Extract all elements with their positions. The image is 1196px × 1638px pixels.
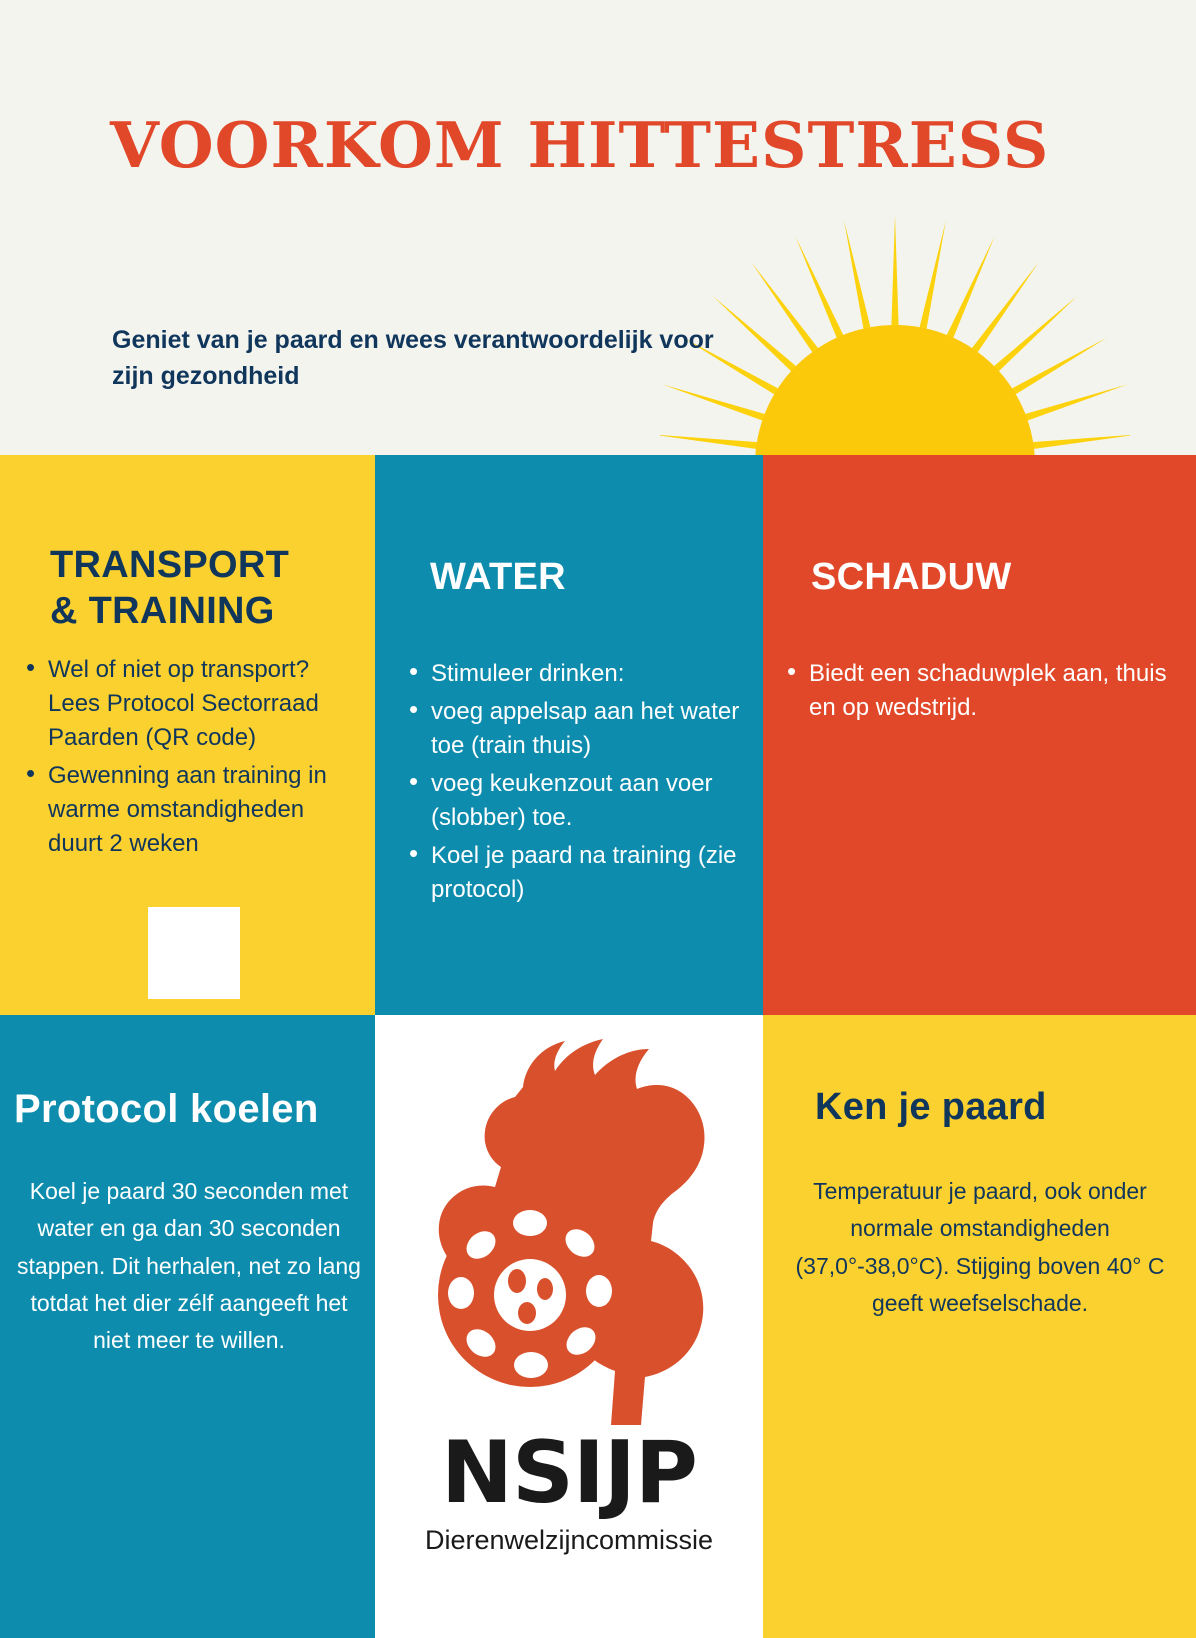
page-subtitle: Geniet van je paard en wees verantwoordelijk voor zijn gezondheid [112, 326, 714, 391]
poster-header [0, 0, 1196, 455]
panel-body-protocol: Koel je paard 30 seconden met water en ga dan 30 seconden stappen. Dit herhalen, net zo lang totdat het dier zélf aangeeft het niet meer te willen. [17, 1178, 361, 1353]
list-item: • Biedt een schaduwplek aan, thuis en op wedstrijd. [781, 657, 1181, 725]
panel-heading-transport-line1: TRANSPORT [50, 544, 290, 586]
panel-ken-je-paard [763, 1015, 1196, 1638]
horse-logo-icon [405, 1027, 735, 1427]
schaduw-list [781, 657, 1181, 729]
list-item: • voeg appelsap aan het water toe (train thuis) [403, 695, 755, 763]
panel-heading-protocol: Protocol koelen [14, 1087, 319, 1131]
panel-body-ken: Temperatuur je paard, ook onder normale omstandigheden (37,0°-38,0°C). Stijging boven 40° C geeft weefselschade. [795, 1178, 1165, 1316]
logo-wordmark: NSIJP [441, 1423, 697, 1523]
logo-subtitle: Dierenwelzijncommissie [424, 1525, 714, 1555]
qr-code[interactable] [148, 907, 240, 999]
list-item: • Gewenning aan training in warme omstandigheden duurt 2 weken [20, 759, 365, 861]
panel-schaduw [763, 455, 1196, 1015]
panel-heading-water: WATER [430, 556, 566, 598]
page-title: VOORKOM HITTESTRESS [110, 108, 1050, 182]
list-item: • Koel je paard na training (zie protocol) [403, 839, 755, 907]
transport-list [20, 653, 365, 865]
panel-heading-ken: Ken je paard [815, 1086, 1047, 1128]
panel-heading-schaduw: SCHADUW [811, 556, 1012, 598]
panel-water [375, 455, 763, 1015]
panel-heading-transport [50, 543, 289, 634]
panel-transport-training [0, 455, 375, 1015]
list-item: • Wel of niet op transport? Lees Protocol Sectorraad Paarden (QR code) [20, 653, 365, 755]
list-item: • voeg keukenzout aan voer (slobber) toe. [403, 767, 755, 835]
panel-logo [375, 1015, 763, 1638]
list-item: • Stimuleer drinken: [403, 657, 755, 691]
water-list [403, 657, 755, 912]
panel-heading-transport-line2: & TRAINING [50, 589, 275, 632]
panel-protocol-koelen [0, 1015, 375, 1638]
